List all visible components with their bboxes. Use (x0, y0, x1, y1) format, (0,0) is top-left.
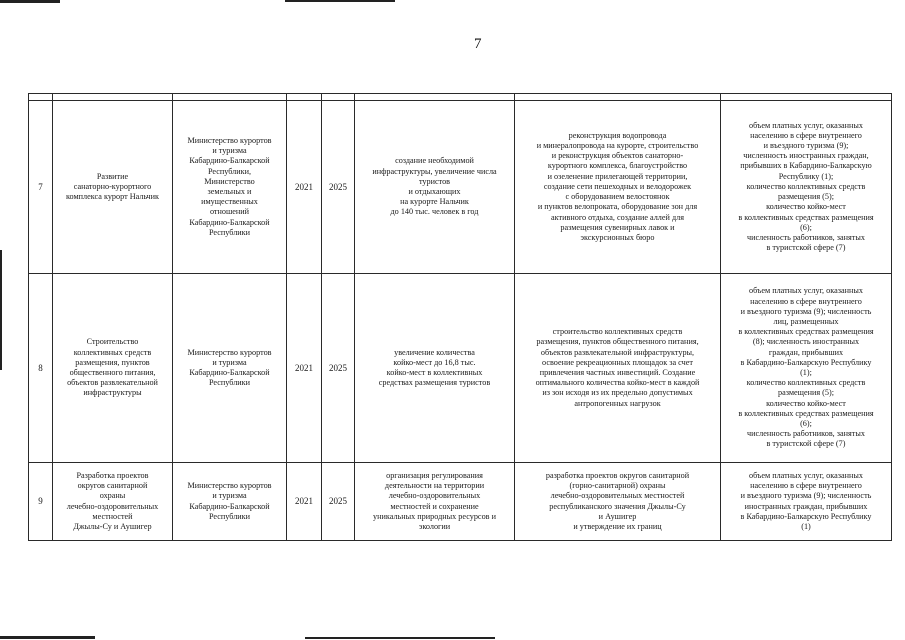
row-number: 8 (29, 274, 53, 463)
event-name: Строительство коллективных средств размещения, пунктов общественного питания, объектов развлекательной инфраструктуры (53, 274, 173, 463)
end-year: 2025 (322, 274, 355, 463)
row-number: 7 (29, 101, 53, 274)
scan-mark-left-edge (0, 250, 2, 370)
row-number: 9 (29, 463, 53, 541)
scan-mark-bottom-left (0, 636, 95, 639)
indicators: объем платных услуг, оказанных населению в сфере внутреннего и въездного туризма (9); численность иностранных граждан, прибывших в Кабардино-Балкарскую Республику (1) (721, 463, 892, 541)
page-number: 7 (474, 36, 482, 52)
expected-result: увеличение количества койко-мест до 16,8 тыс. койко-мест в коллективных средствах размещения туристов (355, 274, 515, 463)
executor: Министерство курортов и туризма Кабардино-Балкарской Республики (173, 274, 287, 463)
indicators: объем платных услуг, оказанных населению в сфере внутреннего и въездного туризма (9); численность лиц, размещенных в коллективных средствах размещения (8); численность иностранных граждан, прибывших в Кабардино-Балкарскую Республику (1); количество коллективных средств размещения (5); количество койко-мест в коллективных средствах размещения (6); численность работников, занятых в туристской сфере (7) (721, 274, 892, 463)
scan-mark-bottom-center (305, 637, 495, 639)
executor: Министерство курортов и туризма Кабардино-Балкарской Республики, Министерство земельных и имущественных отношений Кабардино-Балкарской Республики (173, 101, 287, 274)
event-name: Разработка проектов округов санитарной охраны лечебно-оздоровительных местностей Джылы-Су и Аушигер (53, 463, 173, 541)
start-year: 2021 (287, 274, 322, 463)
event-content: реконструкция водопровода и минералопровода на курорте, строительство и реконструкция объектов санаторно- курортного комплекса, благоустройство и озеленение прилегающей территории, создание сети пешеходных и велодорожек с оборудованием велостоянок и пунктов велопроката, оборудование зон для активного отдыха, создание аллей для размещения сувенирных лавок и экскурсионных бюро (515, 101, 721, 274)
expected-result: создание необходимой инфраструктуры, увеличение числа туристов и отдыхающих на курорте Нальчик до 140 тыс. человек в год (355, 101, 515, 274)
indicators: объем платных услуг, оказанных населению в сфере внутреннего и въездного туризма (9); численность иностранных граждан, прибывших в Кабардино-Балкарскую Республику (1); количество коллективных средств размещения (5); количество койко-мест в коллективных средствах размещения (6); численность работников, занятых в туристской сфере (7) (721, 101, 892, 274)
event-content: строительство коллективных средств размещения, пунктов общественного питания, объектов развлекательной инфраструктуры, освоение рекреационных площадок за счет привлечения частных инвестиций. Создание оптимального количества койко-мест в каждой из зон исходя из их предельно допустимых антропогенных нагрузок (515, 274, 721, 463)
table-top-border-row (29, 94, 892, 101)
program-table (28, 93, 892, 541)
event-content: разработка проектов округов санитарной (горно-санитарной) охраны лечебно-оздоровительных местностей республиканского значения Джылы-Су и Аушигер и утверждение их границ (515, 463, 721, 541)
table-row (29, 274, 892, 463)
event-name: Развитие санаторно-курортного комплекса курорт Нальчик (53, 101, 173, 274)
scan-mark-top-left (0, 0, 60, 3)
expected-result: организация регулирования деятельности на территории лечебно-оздоровительных местностей и сохранение уникальных природных ресурсов и экологии (355, 463, 515, 541)
end-year: 2025 (322, 101, 355, 274)
scan-mark-top-center (285, 0, 395, 2)
table-row (29, 463, 892, 541)
table-row (29, 101, 892, 274)
executor: Министерство курортов и туризма Кабардино-Балкарской Республики (173, 463, 287, 541)
end-year: 2025 (322, 463, 355, 541)
start-year: 2021 (287, 463, 322, 541)
start-year: 2021 (287, 101, 322, 274)
